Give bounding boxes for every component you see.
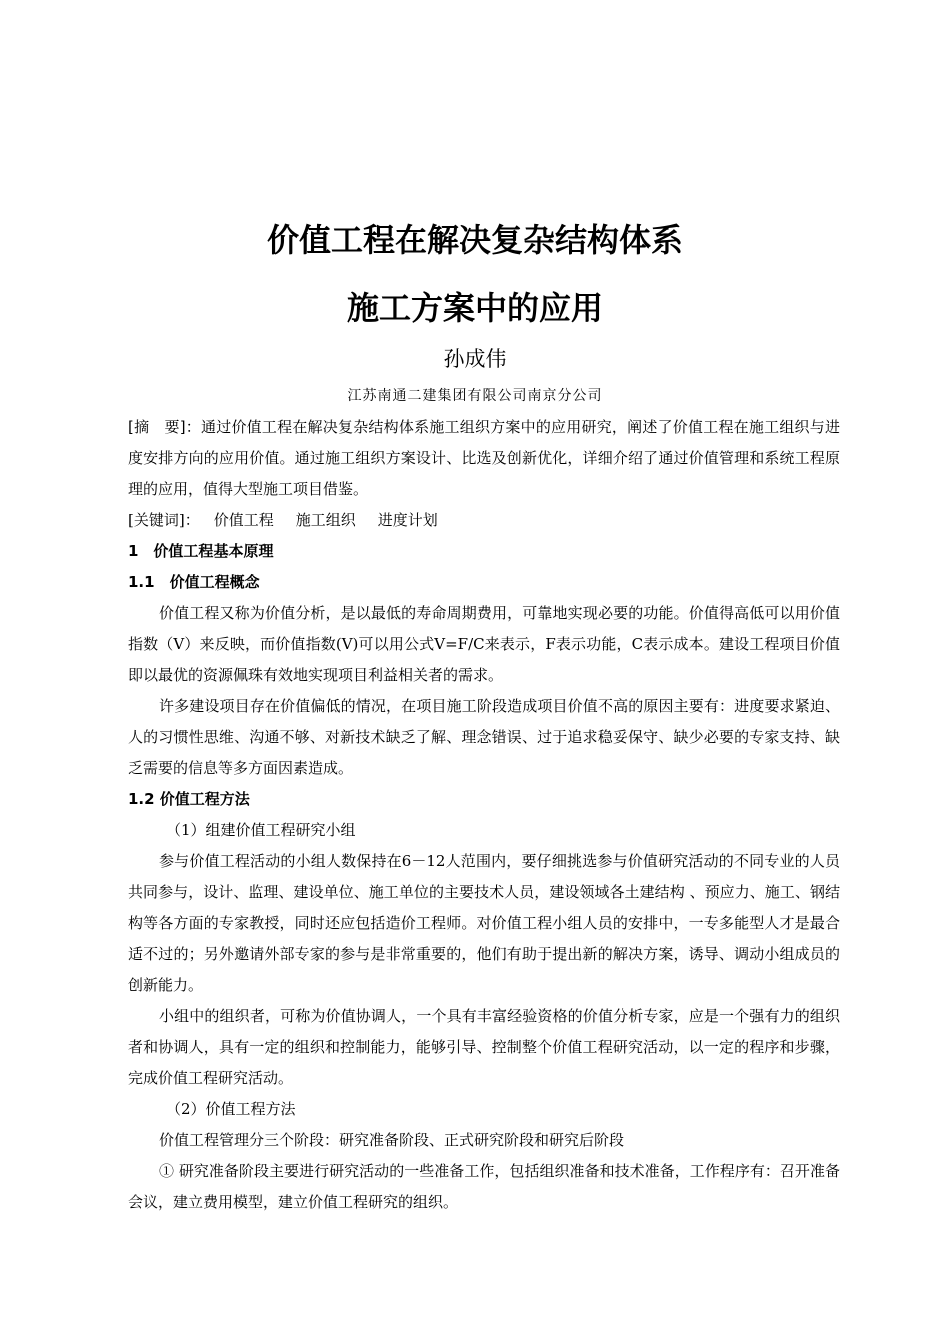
title-line-1: 价值工程在解决复杂结构体系 [266, 221, 683, 259]
section-heading-1: 1 价值工程基本原理 [128, 542, 274, 560]
author-name: 孙成伟 [443, 347, 507, 371]
section-heading-1-2: 1.2 价值工程方法 [128, 790, 250, 808]
keywords-label: [关键词]： [128, 511, 200, 529]
paragraph: 参与价值工程活动的小组人数保持在6－12人范围内，要仔细挑选参与价值研究活动的不同专业的人员共同参与，设计、监理、建设单位、施工单位的主要技术人员，建设领域各土建结构 、预应力、施工、钢结构等各方面的专家教授，同时还应包括造价工程师。对价值工程小组人员的安排中，一专多能型人才是最合适不过的；另外邀请外部专家的参与是非常重要的，他们有助于提出新的解决方案，诱导、调动小组成员的创新能力。 [128, 852, 840, 994]
paragraph: 小组中的组织者，可称为价值协调人，一个具有丰富经验资格的价值分析专家，应是一个强有力的组织者和协调人，具有一定的组织和控制能力，能够引导、控制整个价值工程研究活动，以一定的程序和步骤，完成价值工程研究活动。 [128, 1007, 840, 1087]
abstract-text: 通过价值工程在解决复杂结构体系施工组织方案中的应用研究，阐述了价值工程在施工组织与进度安排方向的应用价值。通过施工组织方案设计、比选及创新优化，详细介绍了通过价值管理和系统工程原理的应用，值得大型施工项目借鉴。 [128, 418, 840, 498]
keyword-item: 进度计划 [377, 511, 438, 529]
keywords [128, 505, 840, 536]
author-affiliation: 江苏南通二建集团有限公司南京分公司 [347, 388, 603, 404]
paragraph: 许多建设项目存在价值偏低的情况，在项目施工阶段造成项目价值不高的原因主要有：进度要求紧迫、人的习惯性思维、沟通不够、对新技术缺乏了解、理念错误、过于追求稳妥保守、缺少必要的专家支持、缺乏需要的信息等多方面因素造成。 [128, 697, 840, 777]
subheading: （1）组建价值工程研究小组 [166, 821, 356, 839]
keyword-item: 施工组织 [295, 511, 356, 529]
section-heading-1-1: 1.1 价值工程概念 [128, 573, 260, 591]
title-line-2: 施工方案中的应用 [346, 289, 603, 327]
abstract-label: [摘 要]： [128, 418, 202, 436]
keyword-item: 价值工程 [213, 511, 274, 529]
subheading: （2）价值工程方法 [166, 1100, 296, 1118]
paragraph: ① 研究准备阶段主要进行研究活动的一些准备工作，包括组织准备和技术准备，工作程序有：召开准备会议，建立费用模型，建立价值工程研究的组织。 [128, 1162, 840, 1211]
abstract [128, 412, 840, 505]
paragraph: 价值工程又称为价值分析，是以最低的寿命周期费用，可靠地实现必要的功能。价值得高低可以用价值指数（V）来反映，而价值指数(V)可以用公式V=F/C来表示，F表示功能，C表示成本。建设工程项目价值即以最优的资源佩珠有效地实现项目利益相关者的需求。 [128, 604, 840, 684]
document-body [128, 412, 840, 1218]
paragraph: 价值工程管理分三个阶段：研究准备阶段、正式研究阶段和研究后阶段 [159, 1131, 625, 1149]
